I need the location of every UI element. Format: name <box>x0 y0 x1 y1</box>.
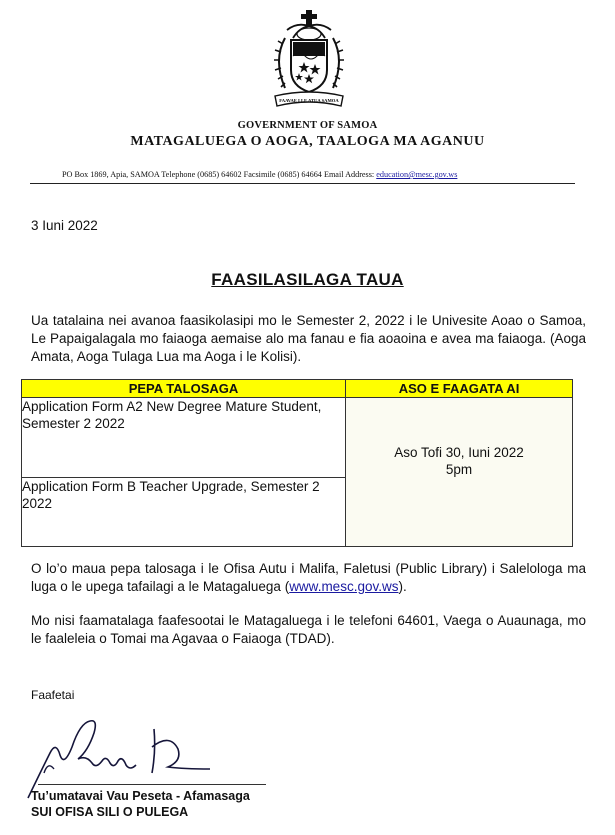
application-forms-table <box>21 379 573 547</box>
government-title: GOVERNMENT OF SAMOA <box>237 120 378 131</box>
closing-salutation: Faafetai <box>31 688 75 702</box>
table-row <box>22 398 573 478</box>
signatory-title: SUI OFISA SILI O PULEGA <box>31 805 189 819</box>
deadline-date: Aso Tofi 30, Iuni 2022 <box>394 445 524 460</box>
contact-paragraph: Mo nisi faamatalaga faafesootai le Matagaluega i le telefoni 64601, Vaega o Auaunaga, mo le faaleleia o Tomai ma Agavaa o Faiaoga (TDAD). <box>31 613 586 646</box>
email-link[interactable]: education@mesc.gov.ws <box>376 170 458 179</box>
address-text: PO Box 1869, Apia, SAMOA Telephone (0685) 64602 Facsimile (0685) 64664 Email Address: <box>62 170 377 179</box>
deadline-cell <box>346 398 573 547</box>
notice-heading: FAASILASILAGA TAUA <box>211 270 404 289</box>
form-a2-cell: Application Form A2 New Degree Mature Student, Semester 2 2022 <box>22 398 346 478</box>
signature-line <box>38 784 266 785</box>
address-line <box>62 170 457 179</box>
form-b-cell: Application Form B Teacher Upgrade, Semester 2 2022 <box>22 478 346 547</box>
intro-paragraph: Ua tatalaina nei avanoa faasikolasipi mo le Semester 2, 2022 i le Univesite Aoao o Samoa, Le Papaigalagala mo faiaoga aemaise alo ma fanau e fia aoaoina e avea ma faiaoga. (Aoga Amata, Aoga Tulaga Lua ma Aoga i le Kolisi). <box>31 313 586 364</box>
letterhead-divider <box>30 183 575 184</box>
table-header-row <box>22 380 573 398</box>
letter-date: 3 Iuni 2022 <box>31 218 98 233</box>
collection-paragraph <box>31 560 586 596</box>
forms-column-header: PEPA TALOSAGA <box>22 380 346 398</box>
crest-motto: FAAVAE I LE ATUA SAMOA <box>279 98 339 103</box>
collection-suffix: ). <box>398 579 407 594</box>
website-link[interactable]: www.mesc.gov.ws <box>289 579 399 594</box>
signatory-block <box>31 788 250 820</box>
signatory-name: Tu’umatavai Vau Peseta - Afamasaga <box>31 789 250 803</box>
deadline-column-header: ASO E FAAGATA AI <box>346 380 573 398</box>
deadline-time: 5pm <box>445 462 473 477</box>
collection-text: O lo’o maua pepa talosaga i le Ofisa Autu i Malifa, Faletusi (Public Library) i Salelologa ma luga o le upega tafailagi a le Matagaluega ( <box>31 561 586 594</box>
samoa-coat-of-arms <box>269 10 349 112</box>
ministry-title: MATAGALUEGA O AOGA, TAALOGA MA AGANUU <box>130 134 485 149</box>
